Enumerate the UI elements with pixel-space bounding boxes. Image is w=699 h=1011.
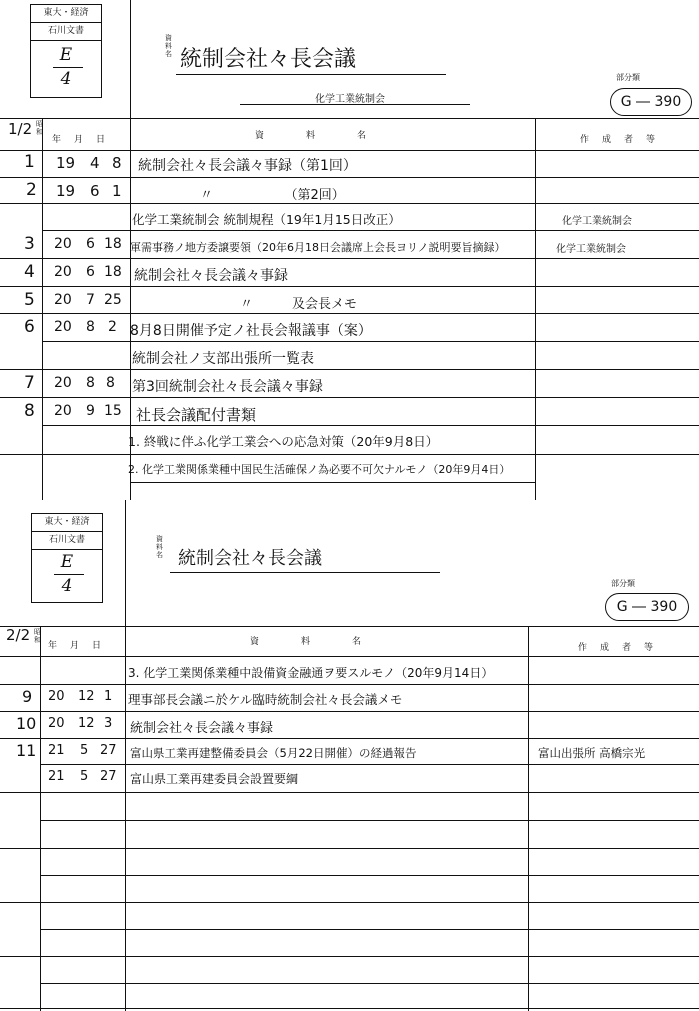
row-year: 20 [48,689,65,704]
archive-stamp [31,513,103,603]
row-month: 6 [86,236,95,252]
row-number: 11 [16,741,37,760]
row-month: 8 [86,319,95,335]
stamp-code-letter: E [59,45,73,65]
row-month: 6 [86,264,95,280]
row-month: 12 [78,689,95,704]
row-month: 9 [86,403,95,419]
row-year: 20 [54,403,72,419]
doc-name-label: 資料名 [156,535,163,559]
stamp-line-2: 石川文書 [31,23,101,41]
row-month: 6 [90,182,100,200]
class-label: 部分類 [616,73,640,82]
row-title: 化学工業統制会 統制規程（19年1月15日改正） [132,212,401,227]
collection-title: 統制会社々長会議 [180,47,357,72]
collection-sublabel: 化学工業統制会 [315,94,385,105]
row-number: 2 [26,180,37,200]
col-header-date: 年 月 日 [48,641,104,651]
row-title: 〃 （第2回） [200,188,345,203]
row-year: 19 [56,154,76,172]
row-title: 8月8日開催予定ノ社長会報議事（案） [130,323,372,339]
row-day: 18 [104,236,122,252]
row-day: 2 [108,319,117,335]
stamp-line-1: 東大・経済 [31,5,101,23]
row-title: 社長会議配付書類 [136,406,257,424]
stamp-code-number: 4 [61,576,73,596]
row-title: 富山県工業再建整備委員会（5月22日開催）の経過報告 [130,746,417,760]
row-title: 〃 及会長メモ [240,297,358,312]
row-month: 4 [90,154,100,172]
row-day: 25 [104,292,122,308]
row-author: 富山出張所 高橋宗光 [538,746,646,760]
row-author: 化学工業統制会 [562,216,632,227]
row-title: 統制会社々長会議々事録 [134,268,288,284]
row-number: 8 [24,401,35,421]
row-title: 統制会社々長会議々事録（第1回） [138,158,357,174]
col-header-doc: 資 料 名 [255,131,375,141]
row-day: 8 [106,375,115,391]
doc-name-label: 資料名 [165,34,172,58]
stamp-code-number: 4 [60,69,72,89]
row-number: 4 [24,262,35,282]
class-label: 部分類 [611,579,635,588]
col-header-showa: 昭和 [34,628,41,644]
row-day: 3 [104,716,113,731]
row-month: 12 [78,716,95,731]
row-number: 3 [24,234,35,254]
row-title: 1. 終戦に伴ふ化学工業会への応急対策（20年9月8日） [128,434,439,449]
class-code: G ― 390 [610,88,692,116]
col-header-doc: 資 料 名 [250,637,370,647]
col-header-date: 年 月 日 [52,135,108,145]
row-month: 8 [86,375,95,391]
page-number: 2/2 [6,626,31,644]
col-header-author: 作 成 者 等 [580,135,658,145]
row-day: 27 [100,769,117,784]
row-month: 7 [86,292,95,308]
row-day: 1 [112,182,122,200]
row-title: 軍需事務ノ地方委譲要領（20年6月18日会議席上会長ヨリノ説明要旨摘録） [130,241,506,254]
row-day: 8 [112,154,122,172]
row-year: 20 [54,236,72,252]
row-year: 20 [54,264,72,280]
row-year: 20 [54,375,72,391]
page-number: 1/2 [8,120,33,138]
row-number: 5 [24,290,35,310]
row-title: 統制会社ノ支部出張所一覧表 [132,351,314,367]
row-title: 理事部長会議ニ於ケル臨時統制会社々長会議メモ [128,692,403,707]
row-month: 5 [80,743,89,758]
collection-title: 統制会社々長会議 [178,548,322,569]
row-year: 21 [48,769,65,784]
row-year: 21 [48,743,65,758]
row-author: 化学工業統制会 [556,244,626,255]
row-title: 3. 化学工業関係業種中設備資金融通ヲ要スルモノ（20年9月14日） [128,666,494,680]
row-title: 統制会社々長会議々事録 [130,721,274,736]
row-month: 5 [80,769,89,784]
class-code: G ― 390 [605,593,689,621]
stamp-code-letter: E [60,552,74,572]
row-title: 第3回統制会社々長会議々事録 [132,379,323,395]
stamp-line-2: 石川文書 [32,532,102,550]
row-number: 9 [22,687,33,706]
row-year: 20 [54,292,72,308]
row-number: 10 [16,714,37,733]
col-header-showa: 昭和 [36,120,43,136]
col-header-author: 作 成 者 等 [578,643,656,653]
row-year: 19 [56,182,76,200]
archive-stamp [30,4,102,98]
row-year: 20 [54,319,72,335]
row-day: 18 [104,264,122,280]
row-number: 6 [24,317,35,337]
stamp-line-1: 東大・経済 [32,514,102,532]
row-day: 15 [104,403,122,419]
row-number: 1 [24,152,35,172]
row-number: 7 [24,373,35,393]
row-year: 20 [48,716,65,731]
row-day: 1 [104,689,113,704]
row-day: 27 [100,743,117,758]
row-title: 富山県工業再建委員会設置要綱 [130,772,299,786]
row-title: 2. 化学工業関係業種中国民生活確保ノ為必要不可欠ナルモノ（20年9月4日） [128,463,511,476]
